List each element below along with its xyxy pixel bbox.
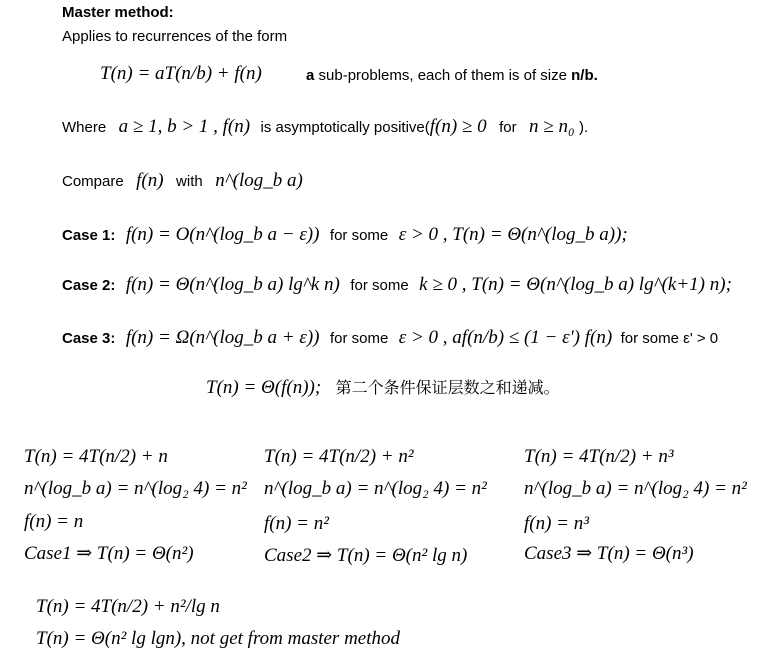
where-label: Where <box>62 119 107 136</box>
where-for-label: for <box>499 119 517 136</box>
where-close: ). <box>579 119 589 136</box>
where-n-condition: n ≥ n₀ <box>529 116 575 137</box>
case-3-conclusion <box>206 375 560 399</box>
intro-text: Applies to recurrences of the form <box>62 28 288 45</box>
where-text: is asymptotically positive( <box>260 119 430 136</box>
example-3-line-3: f(n) = n³ <box>524 513 589 534</box>
case-2-condition: f(n) = Θ(n^(log_b a) lg^k n) <box>125 274 340 295</box>
case-3-extra: for some ε' > 0 <box>620 330 719 347</box>
heading: Master method: <box>62 4 174 21</box>
example-1-line-3: f(n) = n <box>24 511 84 532</box>
case-3-line <box>62 327 718 349</box>
recurrence-formula: T(n) = aT(n/b) + f(n) <box>100 63 262 84</box>
example-2-line-4: Case2 ⇒ T(n) = Θ(n² lg n) <box>264 545 468 566</box>
case-3-for-some: for some <box>329 330 389 347</box>
case-2-line <box>62 274 732 296</box>
case-1-label: Case 1: <box>62 227 116 244</box>
compare-expression: n^(log_b a) <box>215 170 303 191</box>
where-conditions: a ≥ 1, b > 1 , f(n) <box>118 116 251 137</box>
case-3-label: Case 3: <box>62 330 116 347</box>
recurrence-a: a <box>306 67 315 84</box>
compare-label: Compare <box>62 173 124 190</box>
example-2-line-3: f(n) = n² <box>264 513 329 534</box>
final-line-1: T(n) = 4T(n/2) + n²/lg n <box>36 596 220 617</box>
example-3-line-4: Case3 ⇒ T(n) = Θ(n³) <box>524 543 694 564</box>
where-line <box>62 116 588 138</box>
case-2-result: k ≥ 0 , T(n) = Θ(n^(log_b a) lg^(k+1) n); <box>419 274 732 295</box>
example-3-line-2: n^(log_b a) = n^(log₂ 4) = n² <box>524 478 747 499</box>
case-1-condition: f(n) = O(n^(log_b a − ε)) <box>125 224 320 245</box>
example-2-line-2: n^(log_b a) = n^(log₂ 4) = n² <box>264 478 487 499</box>
recurrence-description <box>306 67 598 84</box>
case-3-result: ε > 0 , af(n/b) ≤ (1 − ε') f(n) <box>398 327 613 348</box>
where-positive-condition: f(n) ≥ 0 <box>429 116 487 137</box>
example-1-line-4: Case1 ⇒ T(n) = Θ(n²) <box>24 543 194 564</box>
recurrence-desc-mid: sub-problems, each of them is of size <box>314 67 572 84</box>
final-line-2: T(n) = Θ(n² lg lgn), not get from master method <box>36 628 401 649</box>
example-2-line-1: T(n) = 4T(n/2) + n² <box>264 446 414 467</box>
case-2-label: Case 2: <box>62 277 116 294</box>
case-3-conclusion-note: 第二个条件保证层数之和递减。 <box>335 378 560 397</box>
case-3-conclusion-formula: T(n) = Θ(f(n)); <box>206 377 322 398</box>
example-3-line-1: T(n) = 4T(n/2) + n³ <box>524 446 674 467</box>
compare-line <box>62 170 303 192</box>
example-1-line-2: n^(log_b a) = n^(log₂ 4) = n² <box>24 478 247 499</box>
compare-with-label: with <box>176 173 203 190</box>
case-3-condition: f(n) = Ω(n^(log_b a + ε)) <box>125 327 320 348</box>
recurrence-size: n/b. <box>571 67 598 84</box>
case-1-line <box>62 224 628 246</box>
case-1-for-some: for some <box>329 227 389 244</box>
case-2-for-some: for some <box>350 277 409 294</box>
example-1-line-1: T(n) = 4T(n/2) + n <box>24 446 168 467</box>
compare-fn: f(n) <box>136 170 164 191</box>
case-1-result: ε > 0 , T(n) = Θ(n^(log_b a)); <box>398 224 628 245</box>
